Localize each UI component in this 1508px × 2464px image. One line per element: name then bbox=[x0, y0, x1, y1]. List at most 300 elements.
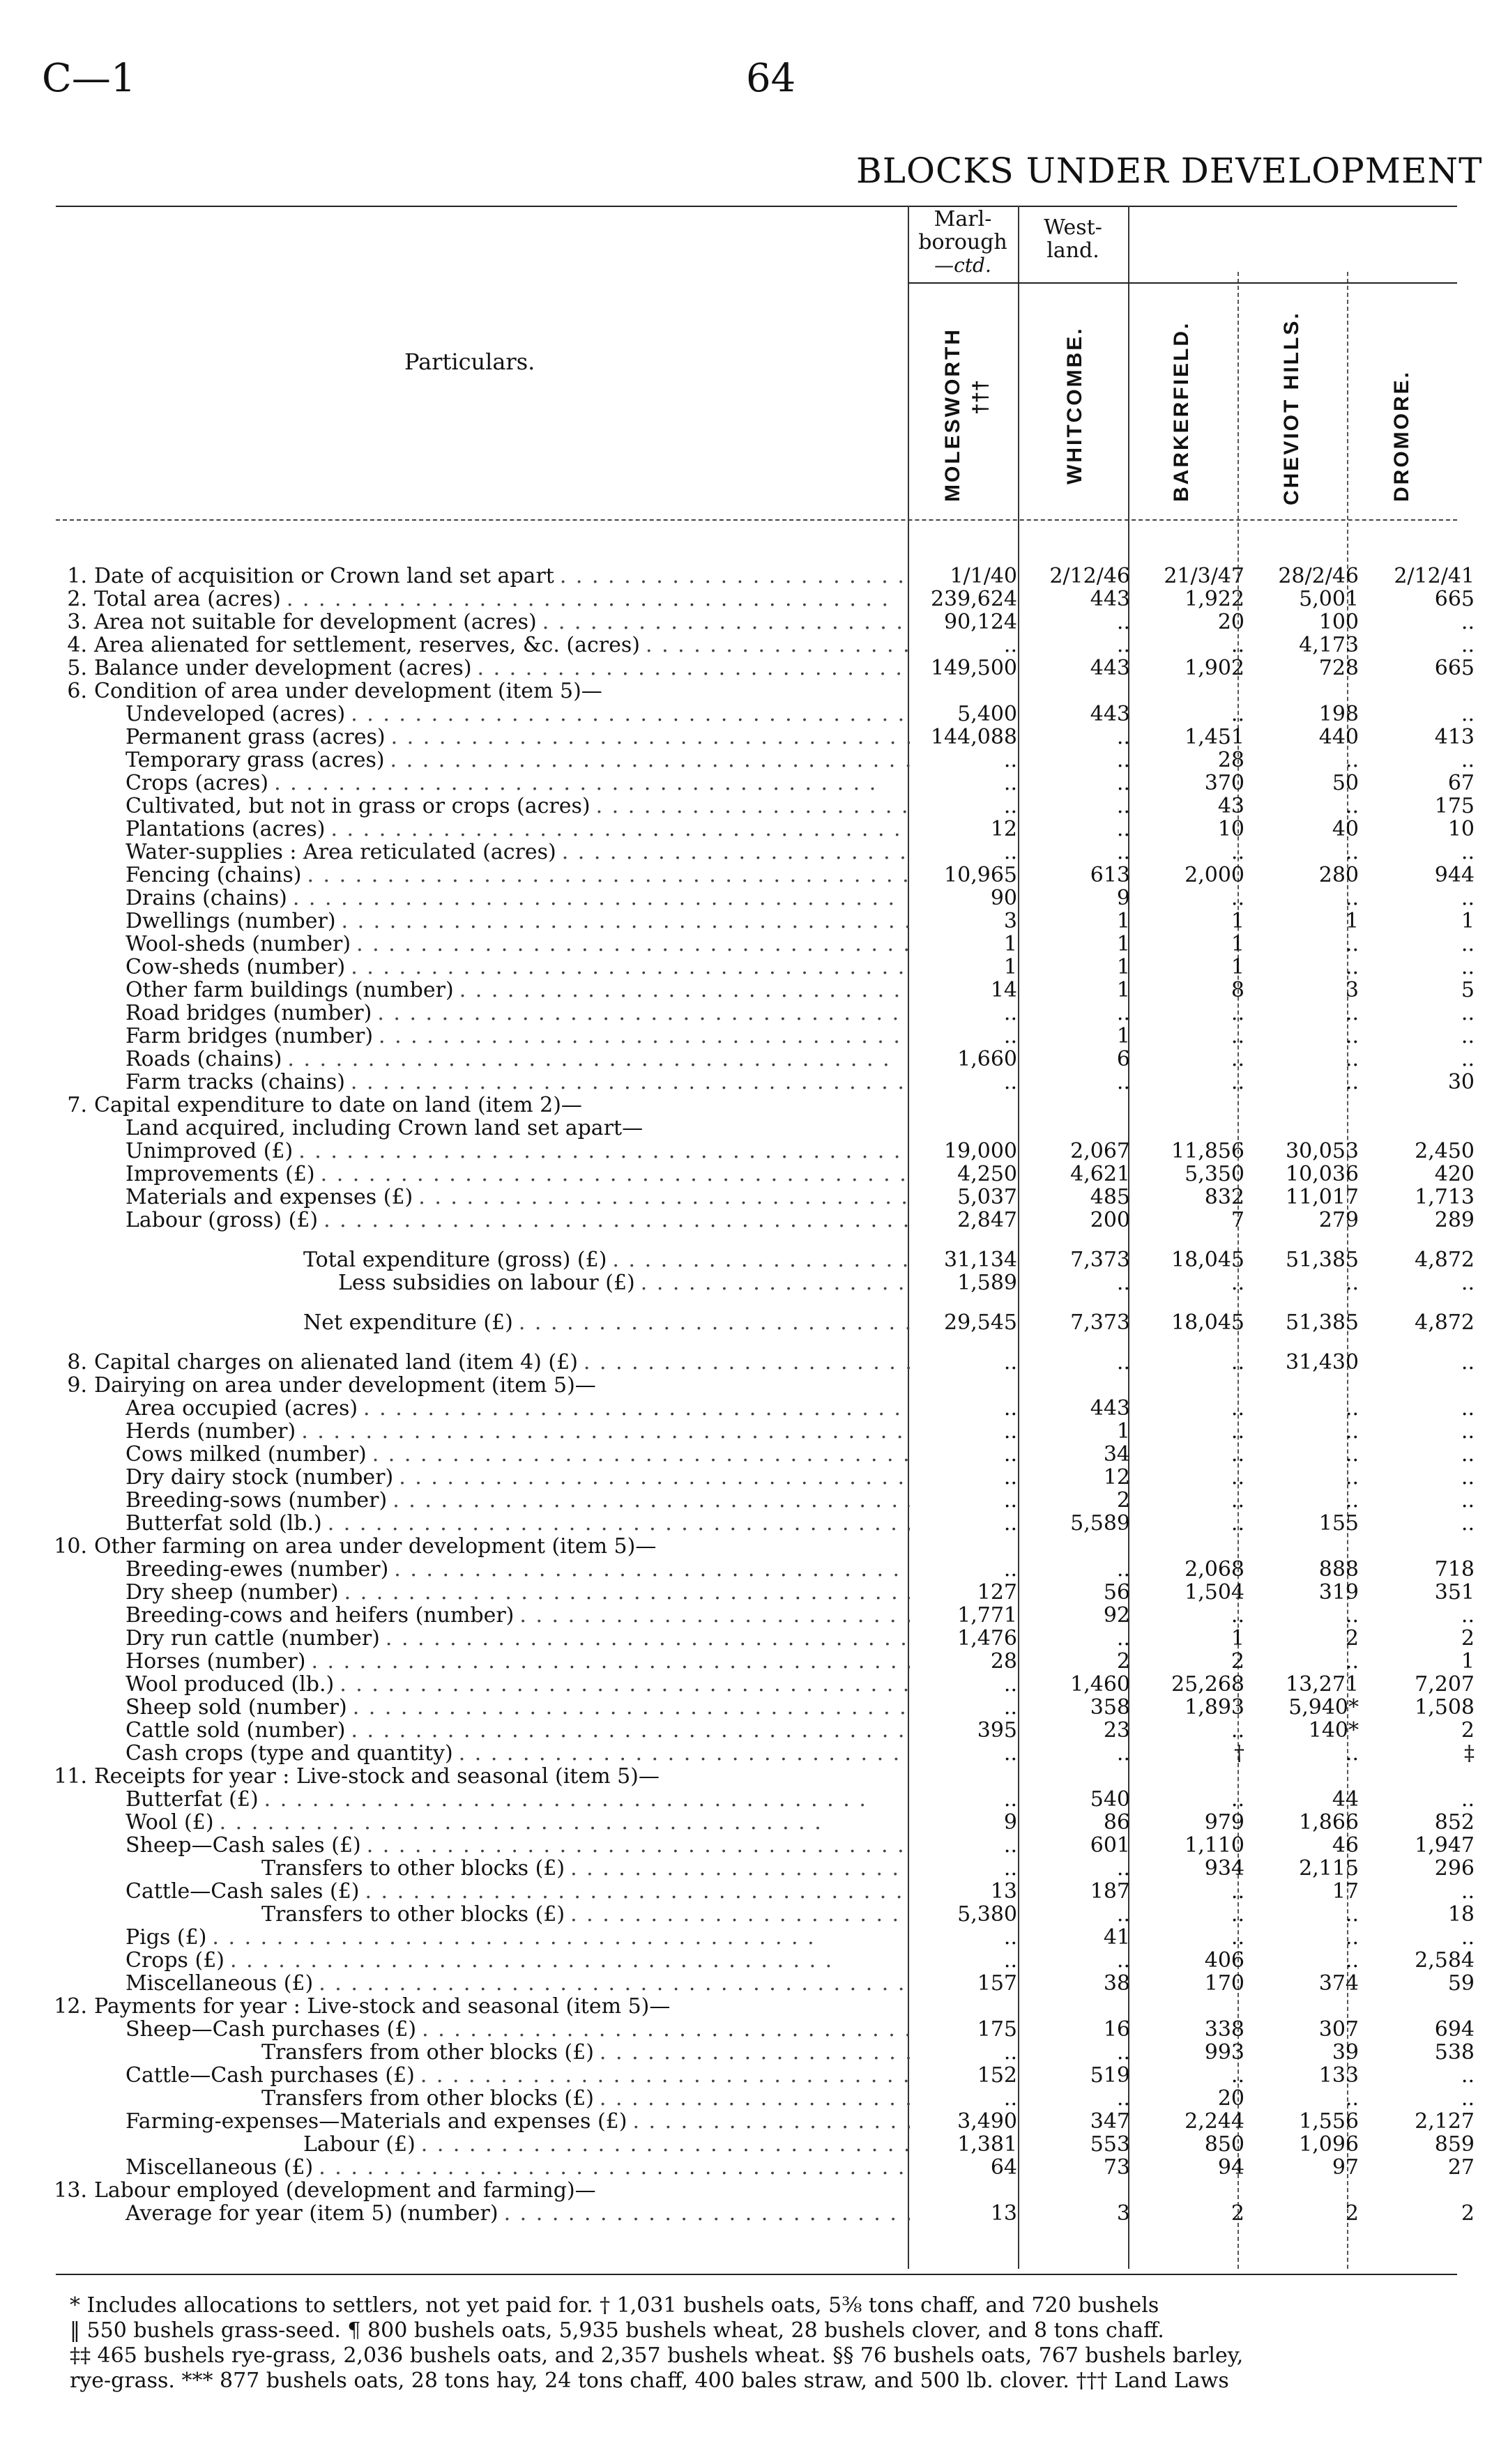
leader-dots bbox=[386, 726, 910, 749]
item-label: Transfers to other blocks (£) bbox=[261, 1857, 565, 1880]
value-cell: 50 bbox=[1332, 772, 1359, 795]
particulars-line bbox=[49, 1926, 910, 1949]
particulars-line bbox=[49, 1048, 910, 1071]
value-cell bbox=[1251, 1117, 1366, 1140]
value-cell: 540 bbox=[1090, 1788, 1130, 1811]
value-cell: .. bbox=[1231, 1025, 1244, 1048]
value-cell: 97 bbox=[1332, 2156, 1359, 2179]
value-cell bbox=[1366, 680, 1482, 703]
value-cell: 127 bbox=[977, 1581, 1017, 1604]
particulars-cell bbox=[49, 910, 910, 933]
value-cell: 3 bbox=[1003, 910, 1017, 933]
value-cell: 1 bbox=[1345, 910, 1359, 933]
item-label: Area occupied (acres) bbox=[125, 1397, 358, 1420]
value-cell: 14 bbox=[990, 979, 1017, 1002]
leader-dots bbox=[206, 1926, 910, 1949]
value-cell: 993 bbox=[1204, 2041, 1244, 2064]
value-cell: 155 bbox=[1318, 1512, 1359, 1535]
item-label: Sheep—Cash sales (£) bbox=[125, 1834, 361, 1857]
leader-dots bbox=[361, 1834, 910, 1857]
value-cell: 5,037 bbox=[957, 1186, 1017, 1209]
item-label: Farm tracks (chains) bbox=[125, 1071, 345, 1094]
particulars-line bbox=[49, 1834, 910, 1857]
leader-dots bbox=[454, 979, 910, 1002]
value-cell: 2,067 bbox=[1070, 1140, 1130, 1163]
value-cell: 25,268 bbox=[1171, 1673, 1244, 1696]
particulars-cell bbox=[49, 887, 910, 910]
value-cell: 347 bbox=[1090, 2110, 1130, 2133]
table-row bbox=[49, 1374, 1482, 1397]
value-cell: .. bbox=[1003, 1420, 1017, 1443]
particulars-line bbox=[49, 1880, 910, 1903]
particulars-cell bbox=[49, 703, 910, 726]
particulars-line bbox=[49, 1627, 910, 1650]
column-header-molesworth-mark: ††† bbox=[969, 379, 992, 415]
item-label: Drains (chains) bbox=[125, 887, 287, 910]
value-cell: .. bbox=[1345, 1048, 1359, 1071]
particulars-cell bbox=[49, 1949, 910, 1972]
value-cell: 5,350 bbox=[1185, 1163, 1244, 1186]
value-cell: .. bbox=[1461, 703, 1475, 726]
particulars-line bbox=[49, 1512, 910, 1535]
leader-dots bbox=[339, 1581, 910, 1604]
item-label: Dairying on area under development (item 5)— bbox=[94, 1374, 596, 1397]
table-row bbox=[49, 1788, 1482, 1811]
particulars-cell bbox=[49, 1673, 910, 1696]
leader-dots bbox=[513, 1311, 910, 1334]
item-label: Sheep—Cash purchases (£) bbox=[125, 2018, 417, 2041]
value-cell: .. bbox=[1231, 841, 1244, 864]
value-cell: .. bbox=[1345, 1397, 1359, 1420]
spacer-row bbox=[49, 1232, 1482, 1248]
value-cell: 187 bbox=[1090, 1880, 1130, 1903]
leader-dots bbox=[453, 1742, 910, 1765]
particulars-line bbox=[49, 1002, 910, 1025]
item-label: Date of acquisition or Crown land set apart bbox=[94, 565, 554, 588]
value-cell: 296 bbox=[1434, 1857, 1475, 1880]
item-number: 11. bbox=[54, 1765, 87, 1788]
value-cell bbox=[1366, 1765, 1482, 1788]
value-cell: 1,476 bbox=[957, 1627, 1017, 1650]
particulars-cell bbox=[49, 2179, 910, 2202]
value-cell: 133 bbox=[1318, 2064, 1359, 2087]
table-row bbox=[49, 841, 1482, 864]
particulars-line bbox=[49, 795, 910, 818]
particulars-cell bbox=[49, 657, 910, 680]
value-cell: 51,385 bbox=[1286, 1248, 1359, 1271]
value-cell: 1 bbox=[1231, 933, 1244, 956]
value-cell: 1 bbox=[1231, 1627, 1244, 1650]
leader-dots bbox=[287, 887, 910, 910]
value-cell: .. bbox=[1003, 1002, 1017, 1025]
particulars-cell bbox=[49, 1834, 910, 1857]
value-cell: 92 bbox=[1103, 1604, 1130, 1627]
table-row bbox=[49, 887, 1482, 910]
value-cell bbox=[910, 1995, 1024, 2018]
table-row bbox=[49, 1857, 1482, 1880]
particulars-cell bbox=[49, 1512, 910, 1535]
value-cell: .. bbox=[1461, 1512, 1475, 1535]
table-row bbox=[49, 1351, 1482, 1374]
value-cell: .. bbox=[1345, 1650, 1359, 1673]
value-cell: 10,965 bbox=[944, 864, 1017, 887]
value-cell: .. bbox=[1461, 1420, 1475, 1443]
group-rule bbox=[908, 282, 1457, 284]
value-cell: .. bbox=[1461, 1466, 1475, 1489]
table-row bbox=[49, 1972, 1482, 1995]
value-cell: 18,045 bbox=[1171, 1311, 1244, 1334]
value-cell: 1,556 bbox=[1299, 2110, 1359, 2133]
value-cell: .. bbox=[1003, 1071, 1017, 1094]
particulars-cell bbox=[49, 2018, 910, 2041]
value-cell: .. bbox=[1345, 1071, 1359, 1094]
value-cell: 140* bbox=[1308, 1719, 1359, 1742]
value-cell bbox=[1251, 1995, 1366, 2018]
value-cell bbox=[910, 680, 1024, 703]
value-cell: 152 bbox=[977, 2064, 1017, 2087]
particulars-line bbox=[49, 1811, 910, 1834]
particulars-line bbox=[49, 1857, 910, 1880]
leader-dots bbox=[305, 1650, 910, 1673]
item-label: Receipts for year : Live-stock and seasonal (item 5)— bbox=[94, 1765, 660, 1788]
value-cell bbox=[1024, 2179, 1137, 2202]
value-cell: .. bbox=[1231, 1071, 1244, 1094]
particulars-cell bbox=[49, 611, 910, 634]
particulars-line bbox=[49, 1489, 910, 1512]
table-row bbox=[49, 1420, 1482, 1443]
value-cell: .. bbox=[1116, 1002, 1130, 1025]
leader-dots bbox=[351, 933, 910, 956]
value-cell: .. bbox=[1116, 611, 1130, 634]
value-cell: 13 bbox=[990, 1880, 1017, 1903]
leader-dots bbox=[301, 864, 910, 887]
table-row bbox=[49, 1443, 1482, 1466]
value-cell: 31,430 bbox=[1286, 1351, 1359, 1374]
particulars-line bbox=[49, 657, 910, 680]
value-cell: 443 bbox=[1090, 703, 1130, 726]
table-row bbox=[49, 703, 1482, 726]
particulars-cell bbox=[49, 1271, 910, 1294]
table-row bbox=[49, 795, 1482, 818]
table-row bbox=[49, 864, 1482, 887]
leader-dots bbox=[415, 2064, 910, 2087]
particulars-line bbox=[49, 1094, 910, 1117]
value-cell: 38 bbox=[1103, 1972, 1130, 1995]
particulars-line bbox=[49, 749, 910, 772]
particulars-line bbox=[49, 2018, 910, 2041]
item-number: 2. bbox=[67, 588, 87, 611]
value-cell: 41 bbox=[1103, 1926, 1130, 1949]
value-cell: 17 bbox=[1332, 1880, 1359, 1903]
value-cell bbox=[1251, 2179, 1366, 2202]
value-cell: 1 bbox=[1116, 910, 1130, 933]
table-row bbox=[49, 634, 1482, 657]
value-cell: 395 bbox=[977, 1719, 1017, 1742]
value-cell: 3 bbox=[1116, 2202, 1130, 2225]
leader-dots bbox=[393, 1466, 910, 1489]
value-cell: 944 bbox=[1434, 864, 1475, 887]
particulars-cell bbox=[49, 1248, 910, 1271]
item-label: Labour employed (development and farming)— bbox=[94, 2179, 596, 2202]
item-label: Net expenditure (£) bbox=[303, 1311, 513, 1334]
value-cell: 1,947 bbox=[1415, 1834, 1475, 1857]
table-row bbox=[49, 1581, 1482, 1604]
value-cell: 519 bbox=[1090, 2064, 1130, 2087]
value-cell: 1/1/40 bbox=[950, 565, 1017, 588]
value-cell: .. bbox=[1116, 634, 1130, 657]
leader-dots bbox=[413, 1186, 910, 1209]
particulars-cell bbox=[49, 1719, 910, 1742]
value-cell: .. bbox=[1345, 933, 1359, 956]
value-cell bbox=[1137, 1995, 1251, 2018]
value-cell: .. bbox=[1231, 1048, 1244, 1071]
item-label: Area alienated for settlement, reserves, &c. (acres) bbox=[94, 634, 640, 657]
leader-dots bbox=[387, 1489, 910, 1512]
item-label: Average for year (item 5) (number) bbox=[125, 2202, 498, 2225]
value-cell: 7,373 bbox=[1070, 1311, 1130, 1334]
value-cell bbox=[1137, 1765, 1251, 1788]
table-row bbox=[49, 1163, 1482, 1186]
value-cell: 64 bbox=[990, 2156, 1017, 2179]
particulars-cell bbox=[49, 841, 910, 864]
value-cell: .. bbox=[1003, 772, 1017, 795]
value-cell: 1,589 bbox=[957, 1271, 1017, 1294]
table-row bbox=[49, 1117, 1482, 1140]
value-cell: 538 bbox=[1434, 2041, 1475, 2064]
value-cell bbox=[1024, 1765, 1137, 1788]
value-cell: 1,902 bbox=[1185, 657, 1244, 680]
column-header-molesworth: MOLESWORTH bbox=[941, 328, 964, 502]
value-cell: 11,017 bbox=[1286, 1186, 1359, 1209]
value-cell: 4,872 bbox=[1415, 1248, 1475, 1271]
value-cell: 175 bbox=[977, 2018, 1017, 2041]
value-cell: 20 bbox=[1217, 2087, 1244, 2110]
particulars-line bbox=[49, 1163, 910, 1186]
value-cell: .. bbox=[1345, 795, 1359, 818]
table-row bbox=[49, 1466, 1482, 1489]
item-label: Unimproved (£) bbox=[125, 1140, 294, 1163]
value-cell: 2 bbox=[1231, 2202, 1244, 2225]
value-cell: 1,713 bbox=[1415, 1186, 1475, 1209]
table-body bbox=[49, 565, 1482, 2225]
particulars-cell bbox=[49, 1627, 910, 1650]
value-cell: 1,922 bbox=[1185, 588, 1244, 611]
table-row bbox=[49, 1140, 1482, 1163]
value-cell: 4,173 bbox=[1299, 634, 1359, 657]
table-row bbox=[49, 2041, 1482, 2064]
value-cell: .. bbox=[1003, 1742, 1017, 1765]
value-cell: .. bbox=[1003, 1025, 1017, 1048]
value-cell: 10,036 bbox=[1286, 1163, 1359, 1186]
value-cell: 1,096 bbox=[1299, 2133, 1359, 2156]
value-cell: .. bbox=[1116, 818, 1130, 841]
footnote-line: ‡‡ 465 bushels rye-grass, 2,036 bushels oats, and 2,357 bushels wheat. §§ 76 bushels oats, 767 bushels barley, bbox=[70, 2343, 1244, 2368]
leader-dots bbox=[388, 1558, 910, 1581]
value-cell: 170 bbox=[1204, 1972, 1244, 1995]
value-cell bbox=[910, 1765, 1024, 1788]
particulars-cell bbox=[49, 726, 910, 749]
value-cell: 4,250 bbox=[957, 1163, 1017, 1186]
value-cell: 90,124 bbox=[944, 611, 1017, 634]
value-cell: .. bbox=[1231, 1443, 1244, 1466]
value-cell: 694 bbox=[1434, 2018, 1475, 2041]
value-cell: .. bbox=[1231, 1880, 1244, 1903]
value-cell: 29,545 bbox=[944, 1311, 1017, 1334]
table-row bbox=[49, 1903, 1482, 1926]
page-code: C—1 bbox=[42, 56, 136, 101]
value-cell: 18 bbox=[1447, 1903, 1475, 1926]
value-cell: .. bbox=[1231, 1351, 1244, 1374]
particulars-line bbox=[49, 1581, 910, 1604]
value-cell bbox=[1137, 1374, 1251, 1397]
particulars-cell bbox=[49, 1002, 910, 1025]
particulars-cell bbox=[49, 2156, 910, 2179]
footnote-line: ‖ 550 bushels grass-seed. ¶ 800 bushels oats, 5,935 bushels wheat, 28 bushels clover, and 8 tons chaff. bbox=[70, 2318, 1164, 2343]
value-cell: 94 bbox=[1217, 2156, 1244, 2179]
value-cell: 56 bbox=[1103, 1581, 1130, 1604]
spacer-row bbox=[49, 1294, 1482, 1311]
value-cell: 144,088 bbox=[930, 726, 1017, 749]
item-label: Permanent grass (acres) bbox=[125, 726, 386, 749]
leader-dots bbox=[565, 1857, 910, 1880]
leader-dots bbox=[372, 1002, 910, 1025]
value-cell bbox=[910, 1117, 1024, 1140]
value-cell: 979 bbox=[1204, 1811, 1244, 1834]
value-cell: 10 bbox=[1447, 818, 1475, 841]
value-cell: .. bbox=[1461, 956, 1475, 979]
table-row bbox=[49, 749, 1482, 772]
item-label: Payments for year : Live-stock and seasonal (item 5)— bbox=[94, 1995, 671, 2018]
value-cell: 5,400 bbox=[957, 703, 1017, 726]
value-cell bbox=[1366, 1094, 1482, 1117]
value-cell: .. bbox=[1003, 841, 1017, 864]
particulars-line bbox=[49, 841, 910, 864]
value-cell: 443 bbox=[1090, 1397, 1130, 1420]
particulars-cell bbox=[49, 1466, 910, 1489]
value-cell: 43 bbox=[1217, 795, 1244, 818]
value-cell bbox=[1024, 1535, 1137, 1558]
value-cell: .. bbox=[1345, 1271, 1359, 1294]
leader-dots bbox=[416, 2133, 910, 2156]
particulars-line bbox=[49, 1719, 910, 1742]
table-row bbox=[49, 1186, 1482, 1209]
particulars-line bbox=[49, 1696, 910, 1719]
value-cell: .. bbox=[1461, 933, 1475, 956]
particulars-header: Particulars. bbox=[404, 349, 535, 375]
table-row bbox=[49, 1397, 1482, 1420]
particulars-cell bbox=[49, 795, 910, 818]
value-cell: 832 bbox=[1204, 1186, 1244, 1209]
table-row bbox=[49, 1949, 1482, 1972]
value-cell: 31,134 bbox=[944, 1248, 1017, 1271]
particulars-cell bbox=[49, 1140, 910, 1163]
value-cell: 1 bbox=[1461, 1650, 1475, 1673]
particulars-cell bbox=[49, 1788, 910, 1811]
value-cell: 27 bbox=[1447, 2156, 1475, 2179]
value-cell: .. bbox=[1116, 1742, 1130, 1765]
particulars-cell bbox=[49, 1926, 910, 1949]
leader-dots bbox=[296, 1420, 910, 1443]
table-row bbox=[49, 979, 1482, 1002]
value-cell: .. bbox=[1461, 841, 1475, 864]
leader-dots bbox=[345, 1071, 910, 1094]
table-row bbox=[49, 2133, 1482, 2156]
value-cell: 2,584 bbox=[1415, 1949, 1475, 1972]
value-cell: 1,110 bbox=[1185, 1834, 1244, 1857]
particulars-line bbox=[49, 2064, 910, 2087]
table-row bbox=[49, 1650, 1482, 1673]
item-label: Miscellaneous (£) bbox=[125, 2156, 314, 2179]
particulars-cell bbox=[49, 1696, 910, 1719]
particulars-cell bbox=[49, 1117, 910, 1140]
particulars-line bbox=[49, 588, 910, 611]
value-cell: 553 bbox=[1090, 2133, 1130, 2156]
particulars-line bbox=[49, 1903, 910, 1926]
item-label: Materials and expenses (£) bbox=[125, 1186, 413, 1209]
leader-dots bbox=[358, 1397, 910, 1420]
item-label: Undeveloped (acres) bbox=[125, 703, 346, 726]
particulars-line bbox=[49, 1972, 910, 1995]
particulars-line bbox=[49, 1209, 910, 1232]
leader-dots bbox=[594, 2041, 910, 2064]
table-row bbox=[49, 588, 1482, 611]
value-cell: 1 bbox=[1116, 1420, 1130, 1443]
column-header-whitcombe: WHITCOMBE. bbox=[1063, 326, 1086, 484]
particulars-line bbox=[49, 1071, 910, 1094]
value-cell bbox=[910, 1535, 1024, 1558]
item-label: Horses (number) bbox=[125, 1650, 306, 1673]
value-cell bbox=[1251, 1765, 1366, 1788]
value-cell: .. bbox=[1231, 1002, 1244, 1025]
particulars-line bbox=[49, 1351, 910, 1374]
particulars-cell bbox=[49, 1351, 910, 1374]
table-row bbox=[49, 1094, 1482, 1117]
item-number: 3. bbox=[67, 611, 87, 634]
value-cell: .. bbox=[1116, 2087, 1130, 2110]
table-row bbox=[49, 1489, 1482, 1512]
value-cell: .. bbox=[1231, 1926, 1244, 1949]
leader-dots bbox=[565, 1903, 910, 1926]
particulars-line bbox=[49, 2041, 910, 2064]
value-cell: 370 bbox=[1204, 772, 1244, 795]
value-cell: .. bbox=[1231, 703, 1244, 726]
leader-dots bbox=[282, 1048, 910, 1071]
value-cell: .. bbox=[1003, 1512, 1017, 1535]
particulars-cell bbox=[49, 1311, 910, 1334]
item-label: Breeding-sows (number) bbox=[125, 1489, 388, 1512]
item-number: 9. bbox=[67, 1374, 87, 1397]
particulars-line bbox=[49, 864, 910, 887]
table-row bbox=[49, 1880, 1482, 1903]
value-cell: .. bbox=[1461, 1880, 1475, 1903]
column-header-barkerfield: BARKERFIELD. bbox=[1170, 321, 1193, 502]
item-label: Roads (chains) bbox=[125, 1048, 282, 1071]
item-number: 12. bbox=[54, 1995, 87, 2018]
value-cell: .. bbox=[1345, 1926, 1359, 1949]
value-cell: 2 bbox=[1116, 1489, 1130, 1512]
value-cell: 30 bbox=[1447, 1071, 1475, 1094]
value-cell: .. bbox=[1461, 1489, 1475, 1512]
value-cell: 443 bbox=[1090, 588, 1130, 611]
particulars-line bbox=[49, 1374, 910, 1397]
table-row bbox=[49, 1209, 1482, 1232]
value-cell: 601 bbox=[1090, 1834, 1130, 1857]
value-cell: 1 bbox=[1461, 910, 1475, 933]
value-cell: .. bbox=[1116, 1351, 1130, 1374]
leader-dots bbox=[472, 657, 910, 680]
particulars-cell bbox=[49, 956, 910, 979]
value-cell: 100 bbox=[1318, 611, 1359, 634]
